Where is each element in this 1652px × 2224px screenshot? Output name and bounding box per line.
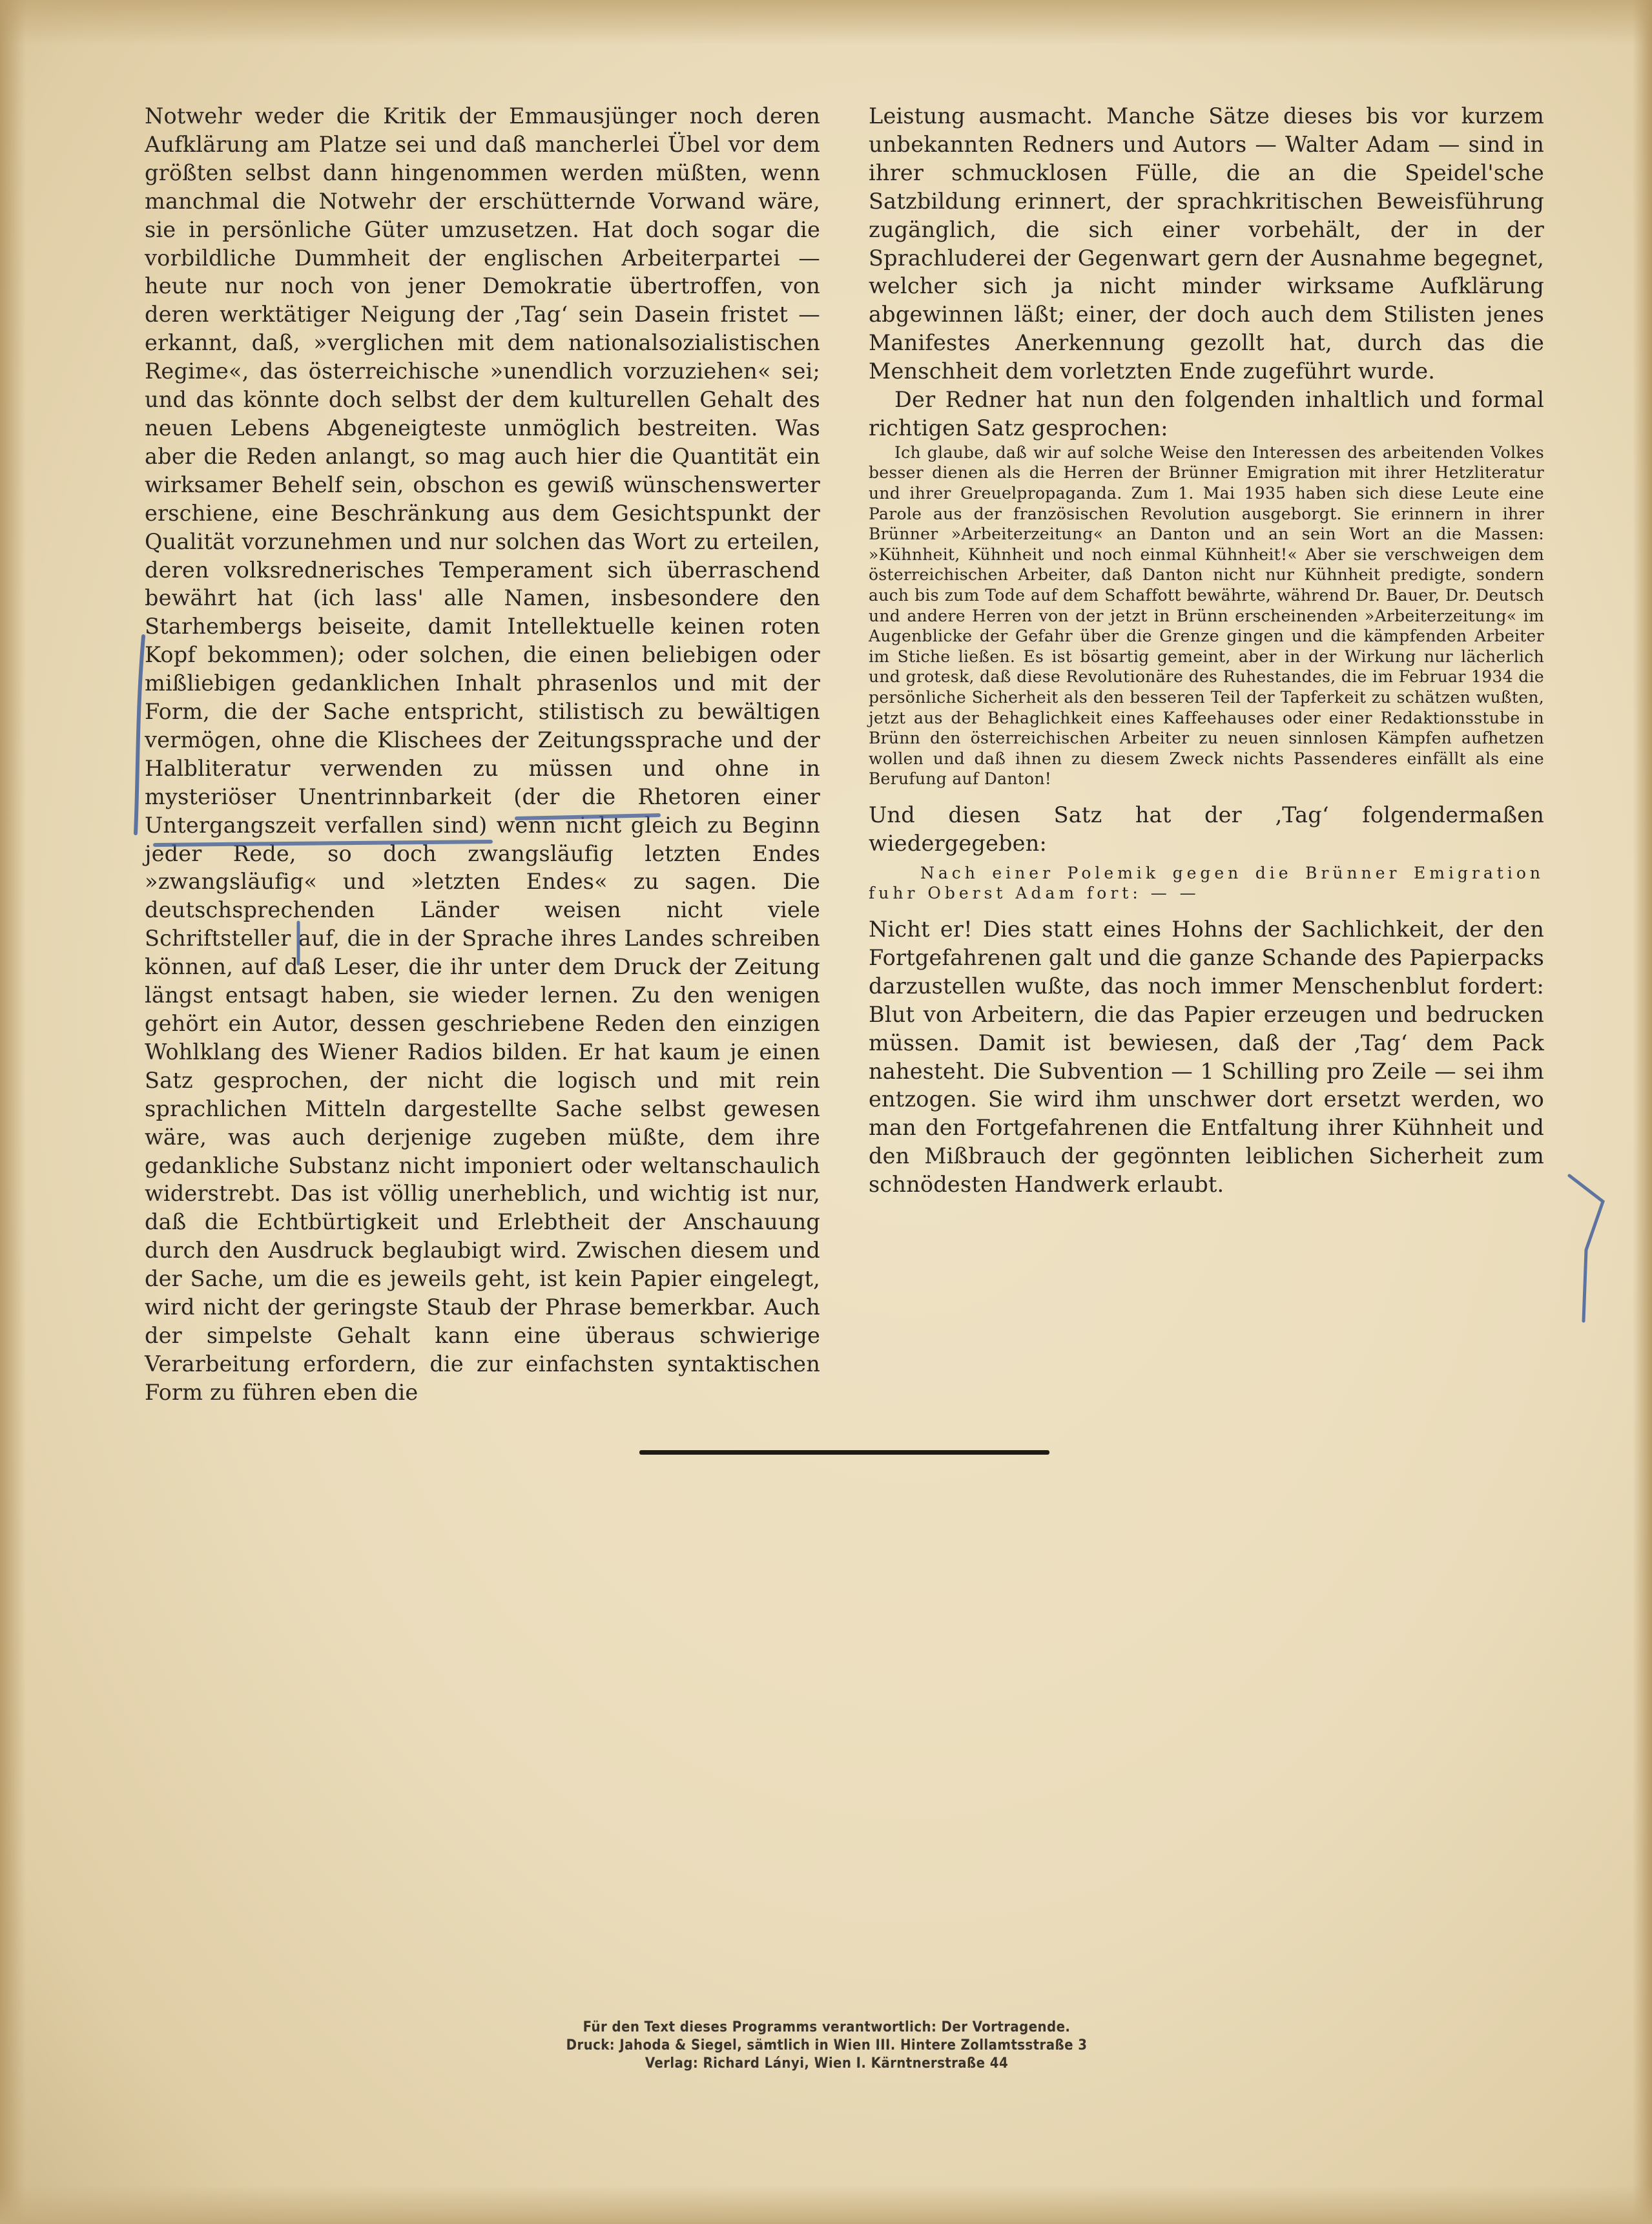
imprint-printer: Druck: Jahoda & Siegel, sämtlich in Wien III. Hintere Zollamtsstraße 3	[566, 2037, 1088, 2053]
imprint-publisher: Verlag: Richard Lányi, Wien I. Kärntnerstraße 44	[645, 2055, 1009, 2072]
right-paragraph-2: Der Redner hat nun den folgenden inhaltlich und formal richtigen Satz gesprochen:	[869, 387, 1544, 441]
imprint-responsible: Für den Text dieses Programms verantwortlich: Der Vortragende.	[583, 2019, 1071, 2035]
right-paragraph-1: Leistung ausmacht. Manche Sätze dieses bis vor kurzem unbekannten Redners und Autors — Walter Adam — sind in ihrer schmucklosen Fülle, die an die Speidel'sche Satzbildung erinnert, der sprachkritischen Beweisführung zugänglich, die sich einer vorbehält, der in der Sprachluderei der Gegenwart gern der Ausnahme begegnet, welcher sich ja nicht minder wirksame Aufklärung abgewinnen läßt; einer, der doch auch dem Stilisten jenes Manifestes Anerkennung gezollt hat, durch das die Menschheit dem vorletzten Ende zugeführt wurde.	[869, 103, 1544, 384]
pencil-chevron-mark	[1569, 1176, 1603, 1321]
quote-speech: Ich glaube, daß wir auf solche Weise den Interessen des arbeitenden Volkes besser dienen als die Herren der Brünner Emigration mit ihrer Hetzliteratur und ihrer Greuelpropaganda. Zum 1. Mai 1935 haben sich diese Leute eine Parole aus der französischen Revolution ausgeborgt. Sie erinnern in ihrer Brünner »Arbeiterzeitung« an Danton und an sein Wort an die Massen: »Kühnheit, Kühnheit und noch einmal Kühnheit!« Aber sie verschweigen dem österreichischen Arbeiter, daß Danton nicht nur Kühnheit predigte, sondern auch bis zum Tode auf dem Schaffott bewährte, während Dr. Bauer, Dr. Deutsch und andere Herren von der jetzt in Brünn erscheinenden »Arbeiterzeitung« im Augenblicke der Gefahr über die Grenze gingen und die kämpfenden Arbeiter im Stiche ließen. Es ist bösartig gemeint, aber in der Wirkung nur lächerlich und grotesk, daß diese Revolutionäre des Ruhestandes, die im Februar 1934 die persönliche Sicherheit als den besseren Teil der Tapferkeit zu schätzen wußten, jetzt aus der Behaglichkeit eines Kaffeehauses oder einer Redaktionsstube in Brünn den österreichischen Arbeiter zu neuen sinnlosen Kämpfen aufhetzen wollen und daß ihnen zu diesem Zweck nichts Passenderes einfällt als eine Berufung auf Danton!	[869, 442, 1544, 789]
right-paragraph-3: Und diesen Satz hat der ‚Tag‘ folgendermaßen wiedergegeben:	[869, 802, 1544, 856]
pencil-margin-bracket	[136, 636, 143, 833]
left-paragraph: Notwehr weder die Kritik der Emmausjünger noch deren Aufklärung am Platze sei und daß mancherlei Übel vor dem größten selbst dann hingenommen werden müßten, wenn manchmal die Notwehr der erschütternde Vorwand wäre, sie in persönliche Güter umzusetzen. Hat doch sogar die vorbildliche Dummheit der englischen Arbeiterpartei — heute nur noch von jener Demokratie übertroffen, von deren werktätiger Neigung der ‚Tag‘ sein Dasein fristet — erkannt, daß, »verglichen mit dem nationalsozialistischen Regime«, das österreichische »unendlich vorzuziehen« sei; und das könnte doch selbst der dem kulturellen Gehalt des neuen Lebens Abgeneigteste unmöglich bestreiten. Was aber die Reden anlangt, so mag auch hier die Quantität ein wirksamer Behelf sein, obschon es gewiß wünschenswerter erschiene, eine Beschränkung aus dem Gesichtspunkt der Qualität vorzunehmen und nur solchen das Wort zu erteilen, deren volksrednerisches Temperament sich überraschend bewährt hat (ich lass' alle Namen, insbesondere den Starhembergs beiseite, damit Intellektuelle keinen roten Kopf bekommen); oder solchen, die einen beliebigen oder mißliebigen gedanklichen Inhalt phrasenlos und mit der Form, die der Sache entspricht, stilistisch zu bewältigen vermögen, ohne die Klischees der Zeitungssprache und der Halbliteratur verwenden zu müssen und ohne in mysteriöser Unentrinnbarkeit (der die Rhetoren einer Untergangszeit verfallen sind) wenn nicht gleich zu Beginn jeder Rede, so doch zwangsläufig letzten Endes »zwangsläufig« und »letzten Endes« zu sagen. Die deutschsprechenden Länder weisen nicht viele Schriftsteller auf, die in der Sprache ihres Landes schreiben können, auf daß Leser, die ihr unter dem Druck der Zeitung längst entsagt haben, sie wieder lernen. Zu den wenigen gehört ein Autor, dessen geschriebene Reden den einzigen Wohlklang des Wiener Radios bilden. Er hat kaum je einen Satz gesprochen, der nicht die logisch und mit rein sprachlichen Mitteln dargestellte Sache selbst gewesen wäre, was auch derjenige zugeben müßte, dem ihre gedankliche Substanz nicht imponiert oder weltanschaulich widerstrebt. Das ist völlig unerheblich, und wichtig ist nur, daß die Echtbürtigkeit und Erlebtheit der Anschauung durch den Ausdruck beglaubigt wird. Zwischen diesem und der Sache, um die es jeweils geht, ist kein Papier eingelegt, wird nicht der geringste Staub der Phrase bemerkbar. Auch der simpelste Gehalt kann eine überaus schwierige Verarbeitung erfordern, die zur einfachsten syntaktischen Form zu führen eben die	[145, 103, 820, 1405]
pencil-underline	[155, 815, 659, 845]
right-paragraph-4: Nicht er! Dies statt eines Hohns der Sachlichkeit, der den Fortgefahrenen galt und die ganze Schande des Papierpacks darzustellen wußte, das noch immer Menschenblut fordert: Blut von Arbeitern, die das Papier erzeugen und bedrucken müssen. Damit ist bewiesen, daß der ‚Tag‘ dem Pack nahesteht. Die Subvention — 1 Schilling pro Zeile — sei ihm entzogen. Sie wird ihm unschwer dort ersetzt werden, wo man den Fortgefahrenen die Entfaltung ihrer Kühnheit und den Mißbrauch der gegönnten leiblichen Sicherheit zum schnödesten Handwerk erlaubt.	[869, 916, 1544, 1198]
quote-tag: Nach einer Polemik gegen die Brünner Emigration fuhr Oberst Adam fort: — —	[869, 863, 1544, 903]
